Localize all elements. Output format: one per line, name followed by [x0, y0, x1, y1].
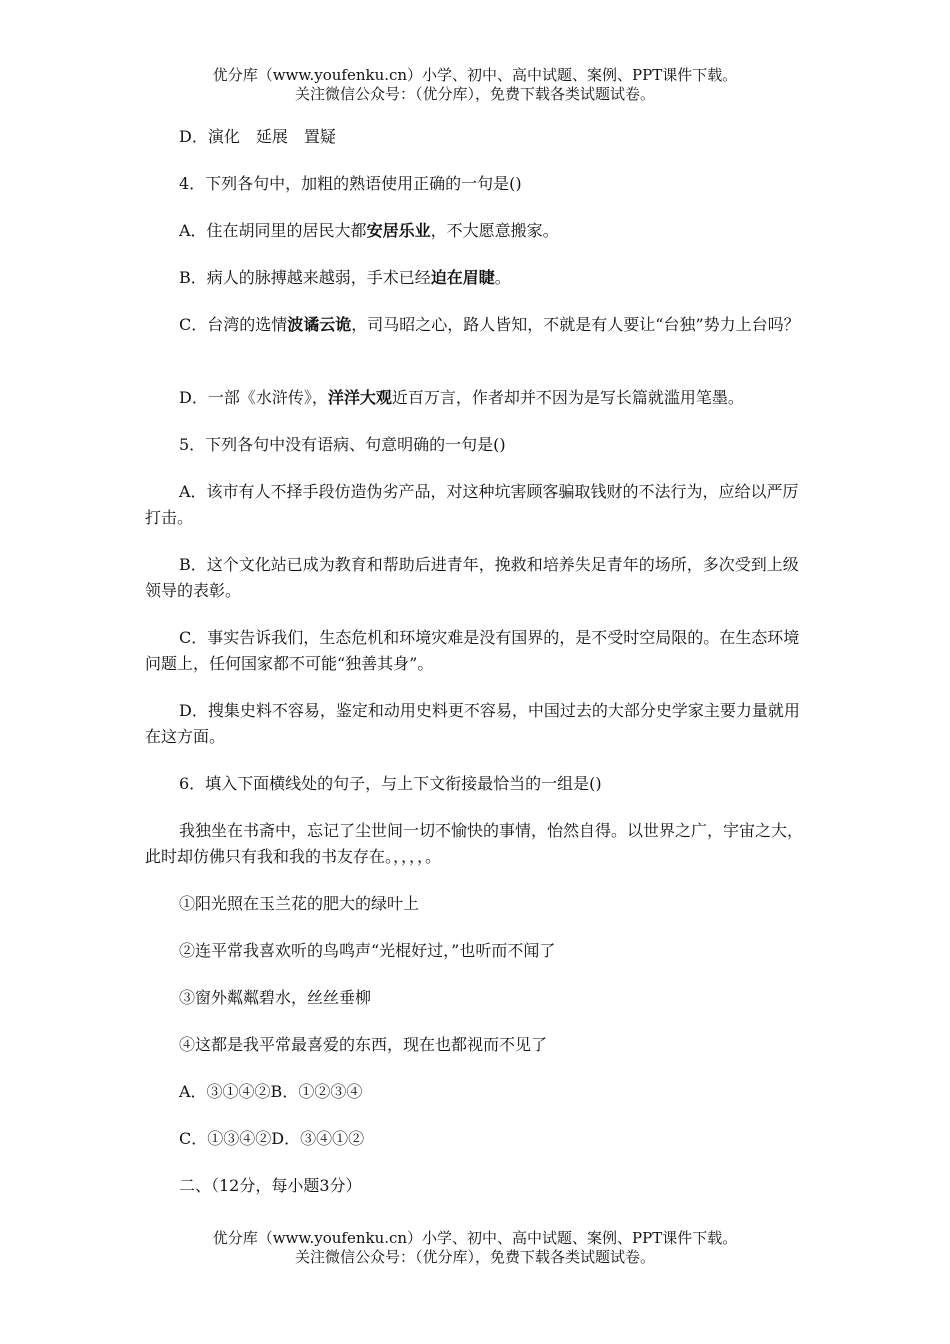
q5-option-d: D．搜集史料不容易，鉴定和动用史料更不容易，中国过去的大部分史学家主要力量就用在这方面。 [145, 701, 800, 746]
footer-line-2: 关注微信公众号：（优分库），免费下载各类试题试卷。 [294, 1248, 655, 1266]
q6-item-2: ②连平常我喜欢听的鸟鸣声“光棍好过，”也听而不闻了 [179, 941, 556, 960]
q6-options-cd: C．①③④②D．③④①② [179, 1129, 365, 1148]
section-2-heading: 二、（12分，每小题3分） [179, 1176, 362, 1195]
header-line-2: 关注微信公众号：（优分库），免费下载各类试题试卷。 [294, 85, 655, 103]
q6-item-3: ③窗外粼粼碧水，丝丝垂柳 [179, 988, 372, 1007]
q6-options-ab: A．③①④②B．①②③④ [179, 1082, 363, 1101]
header-line-1: 优分库（www.youfenku.cn）小学、初中、高中试题、案例、PPT课件下载。 [212, 66, 738, 84]
q5-option-b: B．这个文化站已成为教育和帮助后进青年，挽救和培养失足青年的场所，多次受到上级领导的表彰。 [145, 555, 799, 600]
q4-option-b-rest: 。 [494, 268, 511, 287]
q6-item-4: ④这都是我平常最喜爱的东西，现在也都视而不见了 [179, 1035, 548, 1054]
q4-option-a [145, 218, 811, 244]
q4-option-c-idiom: 波谲云诡 [287, 315, 352, 334]
q4-option-a-text: A．住在胡同里的居民大都 [179, 221, 367, 240]
q4-option-d-rest: 近百万言，作者却并不因为是写长篇就滥用笔墨。 [391, 388, 744, 407]
q5-option-a: A．该市有人不择手段仿造伪劣产品，对这种坑害顾客骗取钱财的不法行为，应给以严厉打击。 [145, 482, 799, 527]
q4-option-c-rest: ，司马昭之心，路人皆知，不就是有人要让“台独”势力上台吗？ [351, 315, 800, 334]
q6-item-1: ①阳光照在玉兰花的肥大的绿叶上 [179, 894, 420, 913]
q4-option-d [145, 385, 811, 411]
q5-stem: 5．下列各句中没有语病、句意明确的一句是() [179, 435, 506, 454]
q4-option-c [145, 312, 811, 338]
page-header [0, 66, 950, 104]
footer-line-1: 优分库（www.youfenku.cn）小学、初中、高中试题、案例、PPT课件下载。 [212, 1229, 738, 1247]
q4-option-a-idiom: 安居乐业 [366, 221, 431, 240]
q4-option-a-rest: ，不大愿意搬家。 [430, 221, 559, 240]
q4-option-b-idiom: 迫在眉睫 [430, 268, 495, 287]
q4-option-b [145, 265, 811, 291]
q6-stem: 6．填入下面横线处的句子，与上下文衔接最恰当的一组是() [179, 774, 602, 793]
q4-option-b-text: B．病人的脉搏越来越弱，手术已经 [179, 268, 431, 287]
q4-option-d-idiom: 洋洋大观 [327, 388, 392, 407]
q3-option-d: D．演化 延展 置疑 [179, 127, 336, 146]
q4-option-c-text: C．台湾的选情 [179, 315, 288, 334]
q5-option-c: C．事实告诉我们，生态危机和环境灾难是没有国界的，是不受时空局限的。在生态环境问题上，任何国家都不可能“独善其身”。 [145, 628, 800, 673]
page-footer [0, 1229, 950, 1267]
q4-option-d-text: D．一部《水浒传》， [179, 388, 328, 407]
q6-passage: 我独坐在书斋中，忘记了尘世间一切不愉快的事情，怡然自得。以世界之广，宇宙之大，此时却仿佛只有我和我的书友存在。，，，，。 [145, 821, 804, 866]
q4-stem: 4．下列各句中，加粗的熟语使用正确的一句是() [179, 174, 522, 193]
